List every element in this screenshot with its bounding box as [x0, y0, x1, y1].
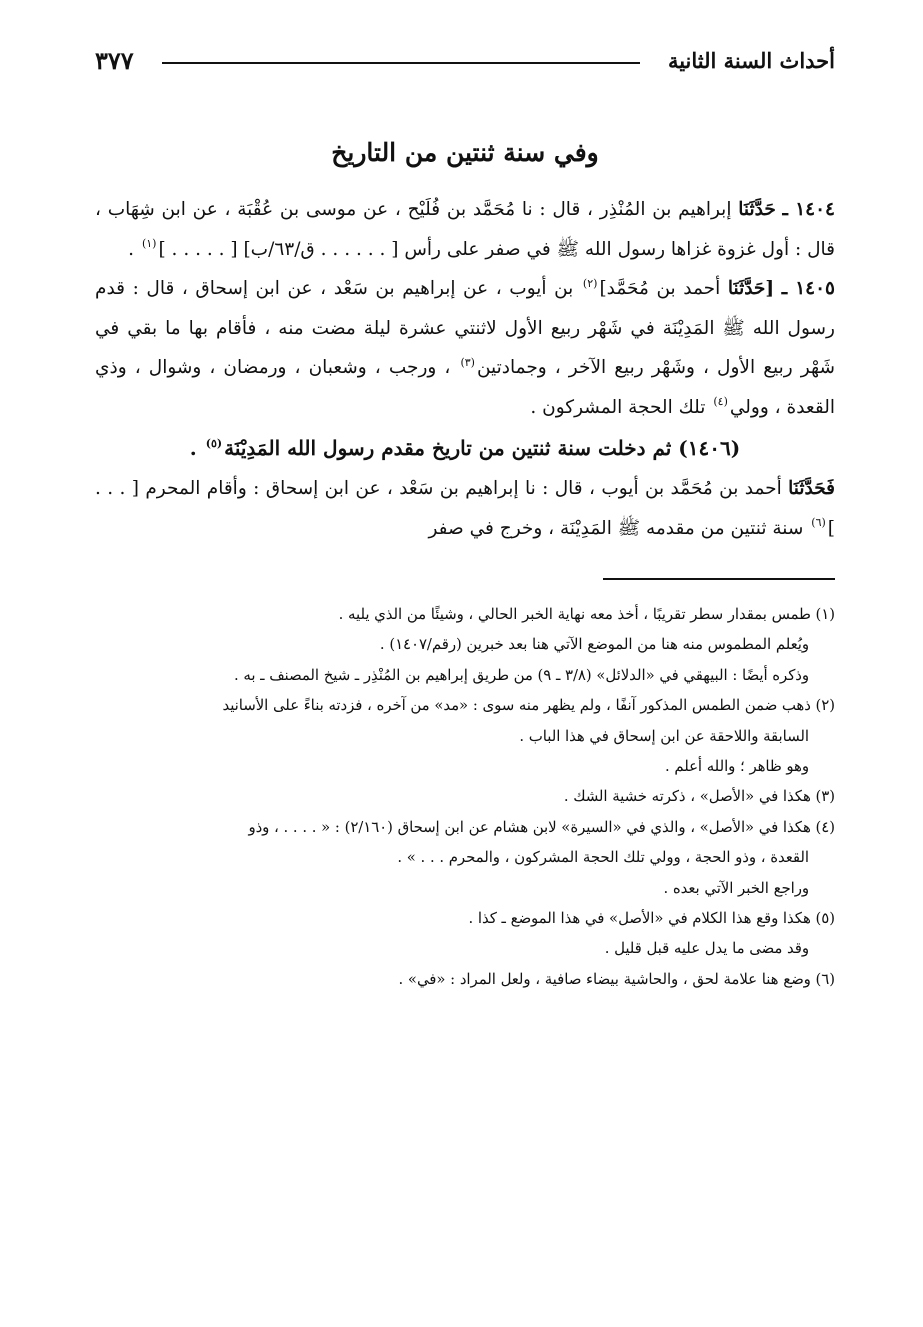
footnote-line: (٣) هكذا في «الأصل» ، ذكرته خشية الشك . [563, 788, 835, 806]
footnote-ref-2: (٢) [582, 276, 598, 290]
hadith-number: ١٤٠٥ ـ [781, 278, 835, 299]
footnote-line: السابقة واللاحقة عن ابن إسحاق في هذا الباب . [519, 727, 809, 745]
paragraph-text: أحمد بن مُحَمَّد] [599, 278, 721, 299]
section-heading-text: (١٤٠٦) ثم دخلت سنة ثنتين من تاريخ مقدم رسول الله المَدِيْنَة [224, 436, 741, 460]
footnote-line: (٤) هكذا في «الأصل» ، والذي في «السيرة» لابن هشام عن ابن إسحاق (٢/١٦٠) : « . . . . ، وذو [248, 818, 835, 836]
footnote-ref-5: (٥) [205, 437, 223, 451]
footnote-line: وراجع الخبر الآتي بعده . [663, 879, 809, 897]
footnote-line: (٦) وضع هنا علامة لحق ، والحاشية بيضاء صافية ، ولعل المراد : «في» . [398, 970, 835, 988]
paragraph-text: بن أيوب ، عن إبراهيم بن سَعْد ، عن ابن إسحاق ، قال : قدم رسول الله ﷺ المَدِيْنَة في شَهْر ربيع الأول لاثنتي عشرة ليلة مضت منه ، فأقام بها ما بقي في شَهْر ربيع الأول ، وشَهْر ربيع الآخر ، وجمادتين [95, 278, 836, 378]
chapter-title: وفي سنة ثنتين من التاريخ [331, 138, 599, 167]
running-head [95, 40, 835, 80]
paragraph-text: سنة ثنتين من مقدمه ﷺ المَدِيْنَة ، وخرج في صفر [428, 517, 804, 539]
footnote-line: (٢) ذهب ضمن الطمس المذكور آنفًا ، ولم يظهر منه سوى : «مد» من آخره ، فزدته بناءً على الأسانيد [222, 697, 835, 715]
footnote-line: ويُعلم المطموس منه هنا من الموضع الآتي هنا بعد خبرين (رقم/١٤٠٧) . [379, 636, 809, 654]
section-heading-1406 [95, 427, 835, 469]
running-head-title: أحداث السنة الثانية [667, 47, 835, 73]
footnote-line: وقد مضى ما يدل عليه قبل قليل . [604, 940, 809, 958]
paragraph-end: . [128, 238, 135, 260]
paragraph-1404 [95, 190, 835, 269]
footnote-ref-3: (٣) [460, 355, 475, 369]
paragraph-1406 [95, 469, 835, 548]
footnote-line: (١) طمس بمقدار سطر تقريبًا ، أخذ معه نهاية الخبر الحالي ، وشيئًا من الذي يليه . [338, 606, 835, 623]
body-text [95, 190, 835, 548]
narration-lead: فَحَدَّثَنَا [788, 478, 835, 499]
paragraph-text: إبراهيم بن المُنْذِر ، قال : نا مُحَمَّد بن فُلَيْح ، عن موسى بن عُقْبَة ، عن ابن شِهَاب ، قال : أول غزوة غزاها رسول الله ﷺ في صفر على رأس [ . . . . . . ق/٦٣/ب] [ . . . . . ] [95, 199, 835, 260]
paragraph-text: أحمد بن مُحَمَّد بن أيوب ، قال : نا إبراهيم بن سَعْد ، عن ابن إسحاق : وأقام المحرم [ . . . ] [95, 478, 835, 539]
page-number: ٣٧٧ [95, 45, 134, 75]
footnote-separator [603, 578, 835, 580]
narration-lead: [حَدَّثَنَا [727, 278, 775, 299]
paragraph-1405 [95, 269, 835, 427]
footnote-ref-4: (٤) [713, 395, 728, 409]
book-page [95, 40, 835, 995]
paragraph-text: تلك الحجة المشركون . [530, 396, 706, 418]
footnote-line: وذكره أيضًا : البيهقي في «الدلائل» (٣/٨ ـ ٩) من طريق إبراهيم بن المُنْذِر ـ شيخ المصنف ـ به . [234, 666, 809, 684]
narration-lead: حَدَّثَنَا [738, 199, 776, 220]
footnote-line: (٥) هكذا وقع هذا الكلام في «الأصل» في هذا الموضع ـ كذا . [468, 910, 835, 928]
running-head-rule [162, 62, 640, 64]
footnote-line: وهو ظاهر ؛ والله أعلم . [664, 758, 809, 776]
footnotes [95, 600, 835, 995]
footnote-ref-6: (٦) [811, 516, 826, 530]
section-heading-end: . [189, 436, 197, 460]
footnote-line: القعدة ، وذو الحجة ، وولي تلك الحجة المشركون ، والمحرم . . . » . [397, 849, 809, 867]
paragraph-text: ، ورجب ، وشعبان ، ورمضان ، وشوال ، وذي القعدة ، وولي [95, 357, 835, 418]
hadith-number: ١٤٠٤ ـ [782, 199, 835, 220]
footnote-ref-1: (١) [141, 237, 157, 251]
